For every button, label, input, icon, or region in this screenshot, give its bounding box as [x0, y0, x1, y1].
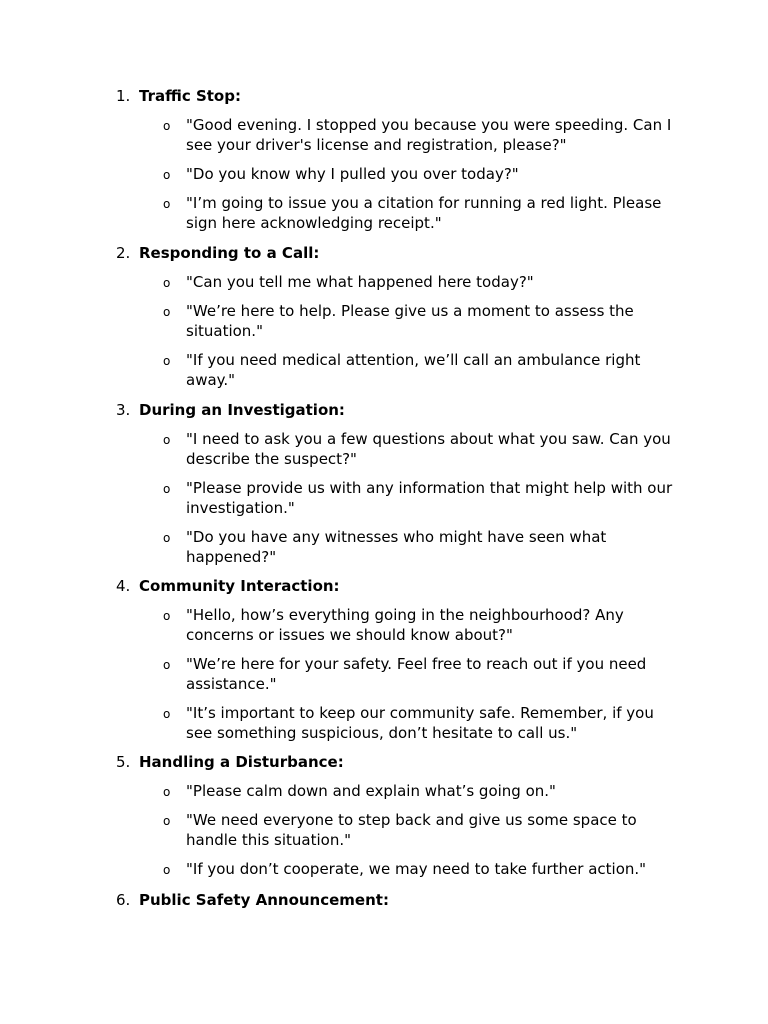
- list-item: [116, 193, 676, 233]
- section-public-safety-announcement: [116, 890, 676, 910]
- list-item: [116, 703, 676, 743]
- section-title: During an Investigation:: [139, 401, 345, 419]
- section-number: 4.: [116, 577, 131, 595]
- bullet-icon: o: [163, 658, 171, 672]
- section-community-interaction: [116, 576, 676, 752]
- section-title: Traffic Stop:: [139, 87, 241, 105]
- section-heading: [116, 752, 676, 772]
- section-item-list: [116, 781, 676, 879]
- section-number: 2.: [116, 244, 131, 262]
- list-item: [116, 810, 676, 850]
- section-item-list: [116, 272, 676, 390]
- list-item: [116, 164, 676, 184]
- item-text: "I’m going to issue you a citation for running a red light. Please sign here acknowledging receipt.": [186, 194, 662, 232]
- list-item: [116, 429, 676, 469]
- bullet-icon: o: [163, 433, 171, 447]
- section-heading: [116, 890, 676, 910]
- bullet-icon: o: [163, 482, 171, 496]
- section-number: 3.: [116, 401, 131, 419]
- section-handling-disturbance: [116, 752, 676, 888]
- section-traffic-stop: [116, 86, 676, 242]
- section-title: Public Safety Announcement:: [139, 891, 389, 909]
- item-text: "If you need medical attention, we’ll call an ambulance right away.": [186, 351, 641, 389]
- list-item: [116, 115, 676, 155]
- item-text: "Please calm down and explain what’s going on.": [186, 782, 556, 800]
- item-text: "Hello, how’s everything going in the neighbourhood? Any concerns or issues we should know about?": [186, 606, 624, 644]
- list-item: [116, 781, 676, 801]
- list-item: [116, 859, 676, 879]
- section-responding-to-call: [116, 243, 676, 399]
- section-title: Responding to a Call:: [139, 244, 320, 262]
- bullet-icon: o: [163, 785, 171, 799]
- section-heading: [116, 243, 676, 263]
- list-item: [116, 654, 676, 694]
- item-text: "Can you tell me what happened here today?": [186, 273, 534, 291]
- item-text: "Good evening. I stopped you because you were speeding. Can I see your driver's license and registration, please?": [186, 116, 672, 154]
- item-text: "I need to ask you a few questions about what you saw. Can you describe the suspect?": [186, 430, 671, 468]
- bullet-icon: o: [163, 707, 171, 721]
- bullet-icon: o: [163, 276, 171, 290]
- bullet-icon: o: [163, 531, 171, 545]
- bullet-icon: o: [163, 305, 171, 319]
- section-title: Community Interaction:: [139, 577, 340, 595]
- bullet-icon: o: [163, 119, 171, 133]
- bullet-icon: o: [163, 354, 171, 368]
- list-item: [116, 301, 676, 341]
- section-heading: [116, 576, 676, 596]
- section-during-investigation: [116, 400, 676, 576]
- list-item: [116, 272, 676, 292]
- section-item-list: [116, 429, 676, 567]
- item-text: "We’re here to help. Please give us a moment to assess the situation.": [186, 302, 634, 340]
- list-item: [116, 527, 676, 567]
- item-text: "It’s important to keep our community safe. Remember, if you see something suspicious, don’t hesitate to call us.": [186, 704, 654, 742]
- list-item: [116, 350, 676, 390]
- bullet-icon: o: [163, 863, 171, 877]
- list-item: [116, 605, 676, 645]
- section-number: 6.: [116, 891, 131, 909]
- item-text: "Do you know why I pulled you over today?": [186, 165, 519, 183]
- item-text: "Please provide us with any information that might help with our investigation.": [186, 479, 673, 517]
- bullet-icon: o: [163, 197, 171, 211]
- bullet-icon: o: [163, 168, 171, 182]
- section-number: 1.: [116, 87, 131, 105]
- item-text: "If you don’t cooperate, we may need to take further action.": [186, 860, 647, 878]
- section-heading: [116, 86, 676, 106]
- item-text: "Do you have any witnesses who might have seen what happened?": [186, 528, 607, 566]
- list-item: [116, 478, 676, 518]
- bullet-icon: o: [163, 814, 171, 828]
- section-number: 5.: [116, 753, 131, 771]
- item-text: "We’re here for your safety. Feel free to reach out if you need assistance.": [186, 655, 647, 693]
- section-item-list: [116, 605, 676, 743]
- section-title: Handling a Disturbance:: [139, 753, 344, 771]
- section-heading: [116, 400, 676, 420]
- section-item-list: [116, 115, 676, 233]
- bullet-icon: o: [163, 609, 171, 623]
- item-text: "We need everyone to step back and give us some space to handle this situation.": [186, 811, 637, 849]
